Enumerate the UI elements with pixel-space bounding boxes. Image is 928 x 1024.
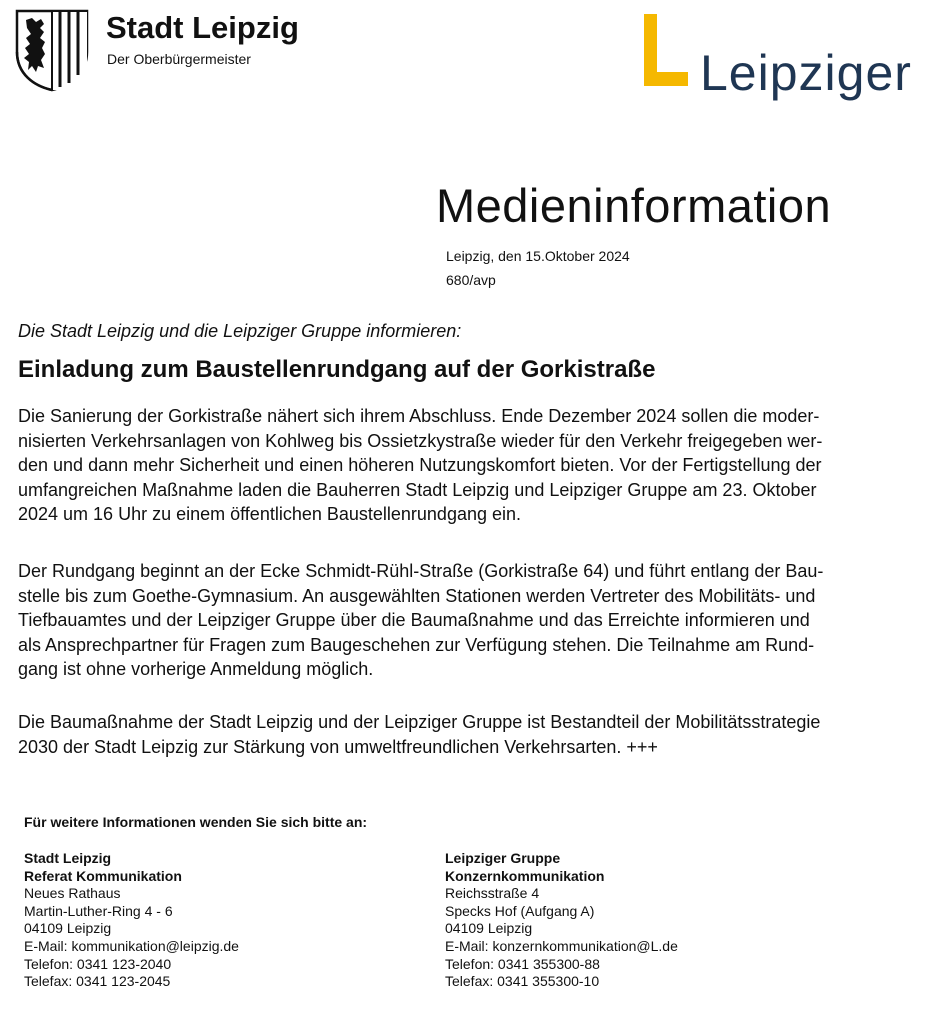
contact-email-link[interactable]: E-Mail: kommunikation@leipzig.de	[24, 937, 239, 954]
contact-dept: Referat Kommunikation	[24, 867, 182, 884]
contact-address-line: Reichsstraße 4	[445, 885, 540, 902]
article-intro: Die Stadt Leipzig und die Leipziger Gruppe informieren:	[18, 321, 462, 341]
paragraph-line: stelle bis zum Goethe-Gymnasium. An ausgewählten Stationen werden Vertreter des Mobilitäts- und	[18, 585, 816, 606]
paragraph-line: als Ansprechpartner für Fragen zum Baugeschehen zur Verfügung stehen. Die Teilnahme am Rund-	[18, 634, 815, 655]
paragraph-line: umfangreichen Maßnahme laden die Bauherren Stadt Leipzig und Leipziger Gruppe am 23. Oktober	[18, 479, 817, 500]
paragraph-line: Tiefbauamtes und der Leipziger Gruppe über die Baumaßnahme und das Erreichte informieren und	[18, 610, 810, 630]
contact-city: 04109 Leipzig	[24, 920, 112, 937]
article-headline: Einladung zum Baustellenrundgang auf der Gorkistraße	[18, 356, 656, 383]
paragraph-line: nisierten Verkehrsanlagen von Kohlweg bis Ossietzkystraße wieder für den Verkehr freigegeben wer-	[18, 430, 823, 451]
document-date: Leipzig, den 15.Oktober 2024	[446, 248, 630, 264]
contact-city: 04109 Leipzig	[445, 920, 533, 937]
page-title: Medieninformation	[436, 179, 832, 232]
contact-address-line: Neues Rathaus	[24, 885, 121, 902]
paragraph-line: Die Baumaßnahme der Stadt Leipzig und der Leipziger Gruppe ist Bestandteil der Mobilitätsstrategie	[18, 712, 821, 732]
contact-dept: Konzernkommunikation	[445, 867, 605, 884]
contact-block-city	[24, 850, 404, 991]
paragraph-line: gang ist ohne vorherige Anmeldung möglich.	[18, 659, 374, 679]
contact-address-line: Martin-Luther-Ring 4 - 6	[24, 902, 173, 919]
contact-fax: Telefax: 0341 123-2045	[24, 973, 171, 990]
contact-phone: Telefon: 0341 123-2040	[24, 955, 172, 972]
city-subtitle: Der Oberbürgermeister	[107, 51, 251, 67]
paragraph-line: 2030 der Stadt Leipzig zur Stärkung von umweltfreundlichen Verkehrsarten. +++	[18, 736, 658, 757]
article-paragraph-1	[18, 404, 918, 527]
paragraph-line: 2024 um 16 Uhr zu einem öffentlichen Baustellenrundgang ein.	[18, 504, 522, 524]
document-reference: 680/avp	[446, 272, 496, 288]
contact-org: Stadt Leipzig	[24, 850, 112, 866]
brand-name: Leipziger	[700, 45, 912, 101]
contact-heading: Für weitere Informationen wenden Sie sich bitte an:	[24, 814, 368, 830]
lion-coat-of-arms-icon	[14, 8, 90, 92]
city-name: Stadt Leipzig	[106, 10, 299, 45]
article-paragraph-2	[18, 559, 918, 682]
contact-org: Leipziger Gruppe	[445, 850, 561, 866]
contact-block-group	[445, 850, 825, 991]
leipziger-logo-icon	[640, 14, 690, 88]
contact-email-link[interactable]: E-Mail: konzernkommunikation@L.de	[445, 937, 678, 954]
paragraph-line: Die Sanierung der Gorkistraße nähert sich ihrem Abschluss. Ende Dezember 2024 sollen die moder-	[18, 406, 820, 426]
contact-address-line: Specks Hof (Aufgang A)	[445, 902, 595, 919]
paragraph-line: den und dann mehr Sicherheit und einen höheren Nutzungskomfort bieten. Vor der Fertigstellung der	[18, 455, 822, 475]
contact-fax: Telefax: 0341 355300-10	[445, 973, 600, 990]
paragraph-line: Der Rundgang beginnt an der Ecke Schmidt-Rühl-Straße (Gorkistraße 64) und führt entlang der Bau-	[18, 561, 824, 581]
contact-phone: Telefon: 0341 355300-88	[445, 955, 600, 972]
article-paragraph-3	[18, 710, 918, 759]
